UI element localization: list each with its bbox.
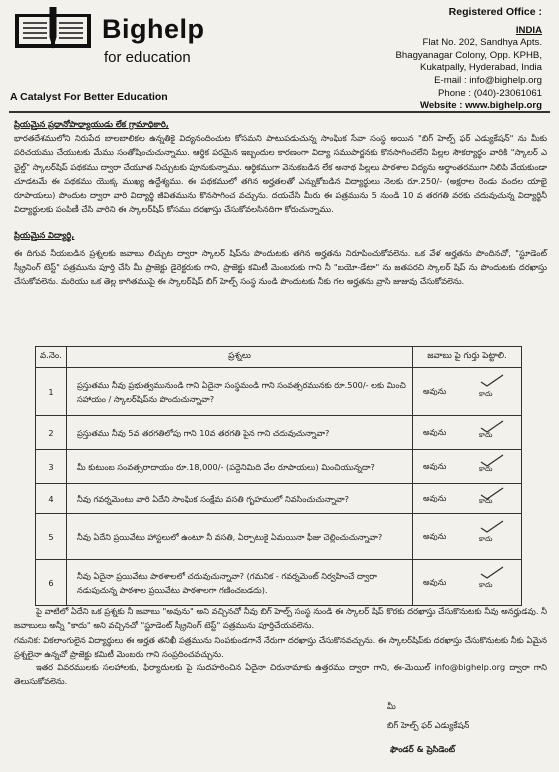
office-email: E-mail : info@bighelp.org [434,74,542,86]
signoff-title: ఫౌండర్ & ప్రెసిడెంట్ [390,744,455,754]
intro-paragraph [14,117,547,216]
column-header-number: వ.నెం. [36,347,67,368]
signoff-yours: మీ [387,701,396,711]
address-line: Flat No. 202, Sandhya Apts. [422,37,542,49]
column-header-answer: జవాబు పై గుర్తు పెట్టాలి. [413,347,522,368]
address-line: Bhagyanagar Colony, Opp. KPHB, [395,49,542,61]
answer-no[interactable]: కాదు [479,496,493,505]
row-question: ప్రస్తుతము నీవు ప్రభుత్వమునుండి గాని ఏదైనా సంస్థమండి గాని సంవత్సరమునకు రూ.500/- లకు మించి సహాయం / స్కాలర్‌షిప్‌ను పొందుచున్నావా? [67,368,413,416]
row-number: 5 [36,514,67,560]
signoff-organization: బిగ్ హెల్ప్ ఫర్ ఎడ్యుకేషన్ [387,720,470,730]
answer-cell [413,416,522,450]
answer-yes[interactable]: అవును [423,460,447,471]
intro-text: భారతదేశములోని నిరుపేద బాలబాలికల ఉన్నతికై విద్యనందించుట కోసమని పాటుపడుచున్న సాంఘిక సేవా సంస్థ అయిన "బిగ్ హెల్ప్ ఫర్ ఎడ్యుకేషన్" ను మీకు పరిచయము చేయుటకు మేము సంతోషించుచున్నాము. ఆర్థిక పరమైన ఇబ్బందుల కారణంగా విద్యా సముపార్జనకు కొనసాగించలేని పిల్లల సౌకర్యార్థం వారికి "స్కాలర్ ఎ ఛైల్డ్" స్కాలర్‌షిప్ పథకము ద్వారా చేయూత నిచ్చుటకు పూనుకున్నాము. ఆర్థికముగా వెనుకబడిన లేక అనాథ పిల్లలు పాఠశాల విద్యను అర్థాంతరముగా నిలిపి వేయకుండా చూడటమే ఈ పథకము యొక్క ముఖ్య ఉద్దేశ్యము. ఈ పథకములో తగిన అర్హతలతో ఎన్నుకోబడిన విద్యార్థులు నెలకు రూ.250/- (అక్షరాల రెండు వందల యాభై రూపాయలు) పొందుట ద్వారా వారి విద్యార్థి జీవితమును కొనసాగించ వచ్చును. దయచేసి మీరు ఈ పత్రమును 5 నుండి 10 వ తరగతి వరకు చదువుచున్న విద్యార్థినీ విద్యార్థులకు పంపిణీ చేసి వారిని ఈ స్కాలర్‌షిప్ కోసము దరఖాస్తు చేసుకోవలసినదిగా కోరుచున్నాము. [14,133,547,215]
checkmark-icon [479,374,505,388]
answer-yes[interactable]: అవును [423,492,447,503]
ineligibility-paragraph: పై వాటిలో ఏదేని ఒక ప్రశ్నకు నీ జవాబు "అవును" అని వచ్చినచో నీవు బిగ్ హెల్ప్ సంస్థ నుండి ఈ స్కాలర్ షిప్ కొరకు దరఖాస్తు చేసుకొనుటకు నీవు అనర్హుడవు. నీ జవాబులు అన్నీ "కాదు" అని వచ్చినచో "స్టూడెంట్ స్క్రీనింగ్ టెస్ట్" పత్రమును పూర్తిచేయవలెను. [14,606,547,631]
eligibility-table [35,346,522,606]
row-number: 3 [36,450,67,484]
answer-no[interactable]: కాదు [479,534,493,543]
salutation-headmaster: ప్రియమైన ప్రధానోపాధ్యాయుడు లేక గ్రామాధికారి, [14,119,169,129]
answer-no[interactable]: కాదు [479,580,493,589]
answer-no[interactable]: కాదు [479,464,493,473]
row-number: 4 [36,484,67,514]
table-row [36,484,522,514]
row-question: నీవు గవర్నమెంటు వారి ఏదేని సాంఘిక సంక్షేమ వసతి గృహములో నివసించుచున్నావా? [67,484,413,514]
brand-subtitle: for education [104,49,191,66]
registered-office-block [396,6,542,113]
book-pencil-logo [12,6,94,52]
table-row [36,368,522,416]
row-question: నీవు ఏదేని ప్రయివేటు హాస్టలులో ఉంటూ నీ వసతి, ఏర్పాటుకై ఏమయినా ఫీజు చెల్లించుచున్నావా? [67,514,413,560]
office-country: INDIA [515,24,542,36]
header-divider [9,111,550,113]
answer-yes[interactable]: అవును [423,530,447,541]
row-question: నీవు ఏదైనా ప్రయివేటు పాఠశాలలో చదువుచున్నావా? (గమనిక - గవర్నమెంట్ నిర్వహించే ద్వారా నడుపుచున్న పాఠశాల ప్రయివేటు పాఠశాలగా గణించబడదు). [67,560,413,606]
office-title: Registered Office : [448,6,542,18]
brand-name: Bighelp [102,14,205,44]
table-header-row [36,347,522,368]
row-question: మీ కుటుంబ సంవత్సరాదాయం రూ.18,000/- (పద్దెనిమిది వేల రూపాయలు) మించియున్నదా? [67,450,413,484]
row-number: 2 [36,416,67,450]
answer-yes[interactable]: అవును [423,385,447,396]
answer-cell [413,560,522,606]
row-question: ప్రస్తుతము నీవు 5వ తరగతిలోపు గాని 10వ తరగతి పైన గాని చదువుచున్నావా? [67,416,413,450]
answer-no[interactable]: కాదు [479,430,493,439]
answer-cell [413,450,522,484]
office-phone: Phone : (040)-23061061 [437,87,542,99]
office-website: Website : www.bighelp.org [419,100,542,112]
address-line: Kukatpally, Hyderabad, India [420,62,542,74]
answer-cell [413,484,522,514]
instructions-paragraph: ఈ దిగువ నీయబడిన ప్రశ్నలకు జవాబు లిచ్చుట ద్వారా స్కాలర్ షిప్‌ను పొందుటకు తగిన అర్హతను నిరూపించుకోవలెను. ఒక వేళ అర్హతను పొందినచో, "స్టూడెంట్ స్క్రీనింగ్ టెస్ట్" పత్రమును పూర్తి చేసి మీ ప్రాజెక్టు డైరెక్టరుకు గాని, ప్రాజెక్టు కమిటీ మెంబరుకు గాని నీ "బయో-డేటా" ను జతపరచి స్కాలర్ షిప్ ను పొందుటకు దరఖాస్తు చేసుకోవలెను. మరియు ఒక తెల్ల కాగితముపై ఈ స్కాలర్‌షిప్ బిగ్ హెల్ప్ సంస్థ నుండి పొందుటకు నీకు గల అర్హతను వ్రాసి జుజువు చేసుకోవలెను. [14,248,547,287]
answer-cell [413,368,522,416]
checkmark-icon [479,520,505,534]
table-row [36,450,522,484]
answer-yes[interactable]: అవును [423,426,447,437]
answer-yes[interactable]: అవును [423,576,447,587]
answer-no[interactable]: కాదు [479,389,493,398]
tagline: A Catalyst For Better Education [10,91,168,103]
salutation-student: ప్రియమైన విద్యార్థి, [14,230,75,240]
checkmark-icon [479,566,505,580]
table-row [36,560,522,606]
row-number: 1 [36,368,67,416]
answer-cell [413,514,522,560]
column-header-question: ప్రశ్నలు [67,347,413,368]
note-paragraph: గమనిక: వికలాంగులైన విద్యార్థులు ఈ అర్హత తనిఖీ పత్రమును నింపకుండగానే నేరుగా దరఖాస్తు చేసుకొనవచ్చును. ఈ స్కాలర్‌షిప్‌కు దరఖాస్తు చేసుకొనుటకు నీకు ఏమైన ప్రశ్నలైనా ఉన్నచో ప్రాజెక్టు కమిటీ మెంబరు గాని సంప్రదించవచ్చును. [14,635,547,660]
table-row [36,416,522,450]
contact-paragraph: ఇతర వివరములకు సలహాలకు, ఫిర్యాదులకు పై సుదహరించిన ఏదైనా చిరునామాకు ఉత్తరము ద్వారా గాని, ఈ-మెయిల్ info@bighelp.org ద్వారా గాని తెలుసుకోవలెను. [14,662,547,687]
table-row [36,514,522,560]
row-number: 6 [36,560,67,606]
